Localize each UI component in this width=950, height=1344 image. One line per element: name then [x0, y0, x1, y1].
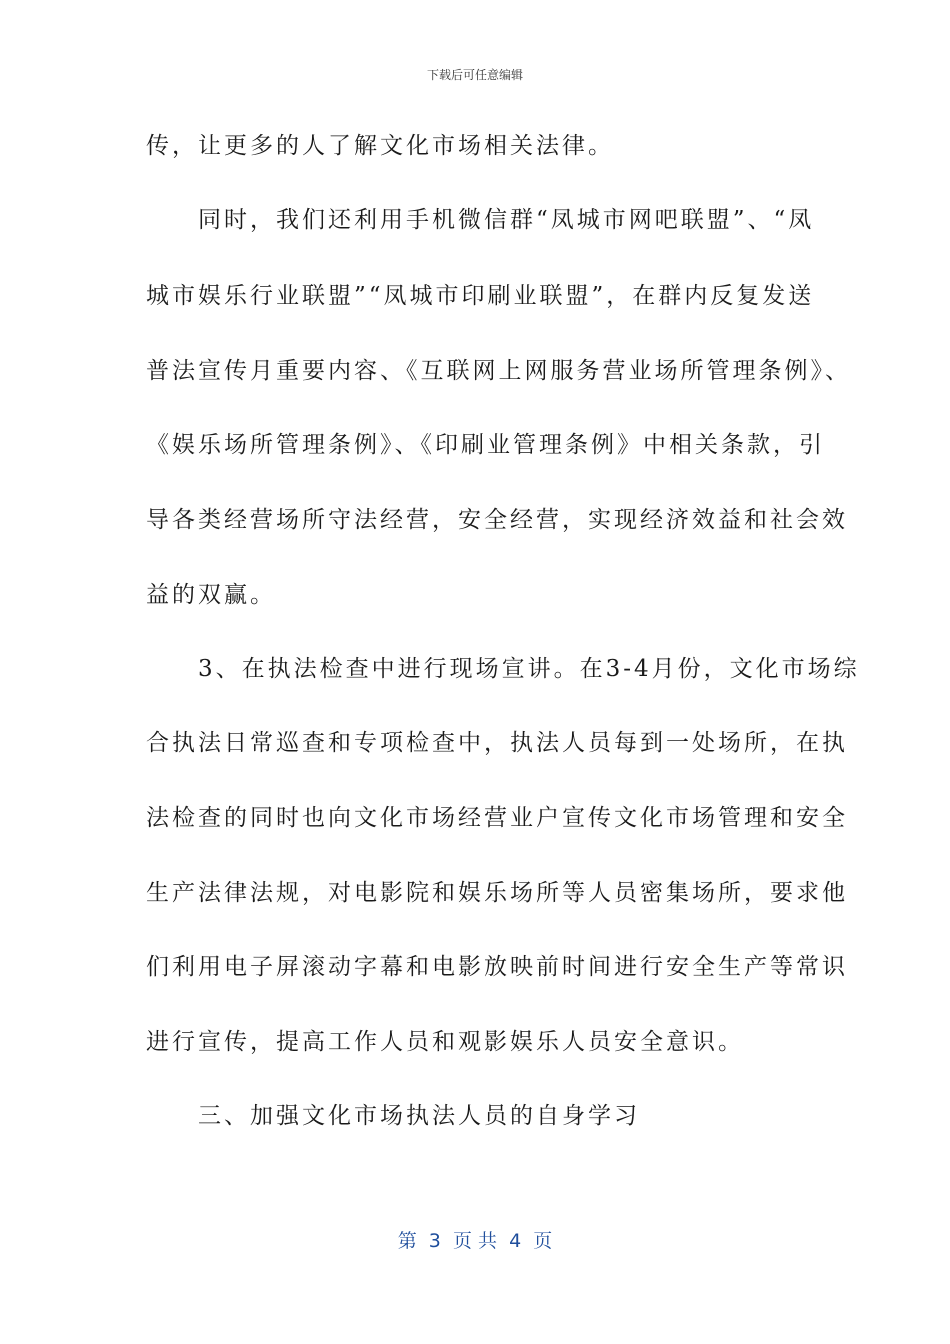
page-header: 下载后可任意编辑 — [426, 68, 523, 82]
paragraph-line: 生产法律法规，对电影院和娱乐场所等人员密集场所，要求他 — [146, 880, 848, 906]
paragraph-line: 导各类经营场所守法经营，安全经营，实现经济效益和社会效 — [146, 507, 848, 533]
page-footer: 第 3 页 共 4 页 — [397, 1230, 553, 1252]
paragraph-line: 进行宣传，提高工作人员和观影娱乐人员安全意识。 — [146, 1029, 744, 1055]
paragraph-line: 同时，我们还利用手机微信群“凤城市网吧联盟”、“凤 — [146, 207, 815, 233]
paragraph-line: 们利用电子屏滚动字幕和电影放映前时间进行安全生产等常识 — [146, 954, 848, 980]
paragraph-line: 法检查的同时也向文化市场经营业户宣传文化市场管理和安全 — [146, 805, 848, 831]
paragraph-line: 益的双赢。 — [146, 582, 276, 608]
section-heading: 三、加强文化市场执法人员的自身学习 — [146, 1103, 640, 1129]
paragraph-line: 普法宣传月重要内容、《互联网上网服务营业场所管理条例》、 — [146, 358, 851, 384]
paragraph-line: 《娱乐场所管理条例》、《印刷业管理条例》中相关条款，引 — [146, 432, 825, 458]
paragraph-line: 合执法日常巡查和专项检查中，执法人员每到一处场所，在执 — [146, 730, 848, 756]
paragraph-line: 城市娱乐行业联盟”“凤城市印刷业联盟”，在群内反复发送 — [146, 283, 815, 309]
paragraph-line: 传，让更多的人了解文化市场相关法律。 — [146, 133, 614, 159]
paragraph-line: 3、在执法检查中进行现场宣讲。在3-4月份，文化市场综 — [146, 656, 860, 682]
